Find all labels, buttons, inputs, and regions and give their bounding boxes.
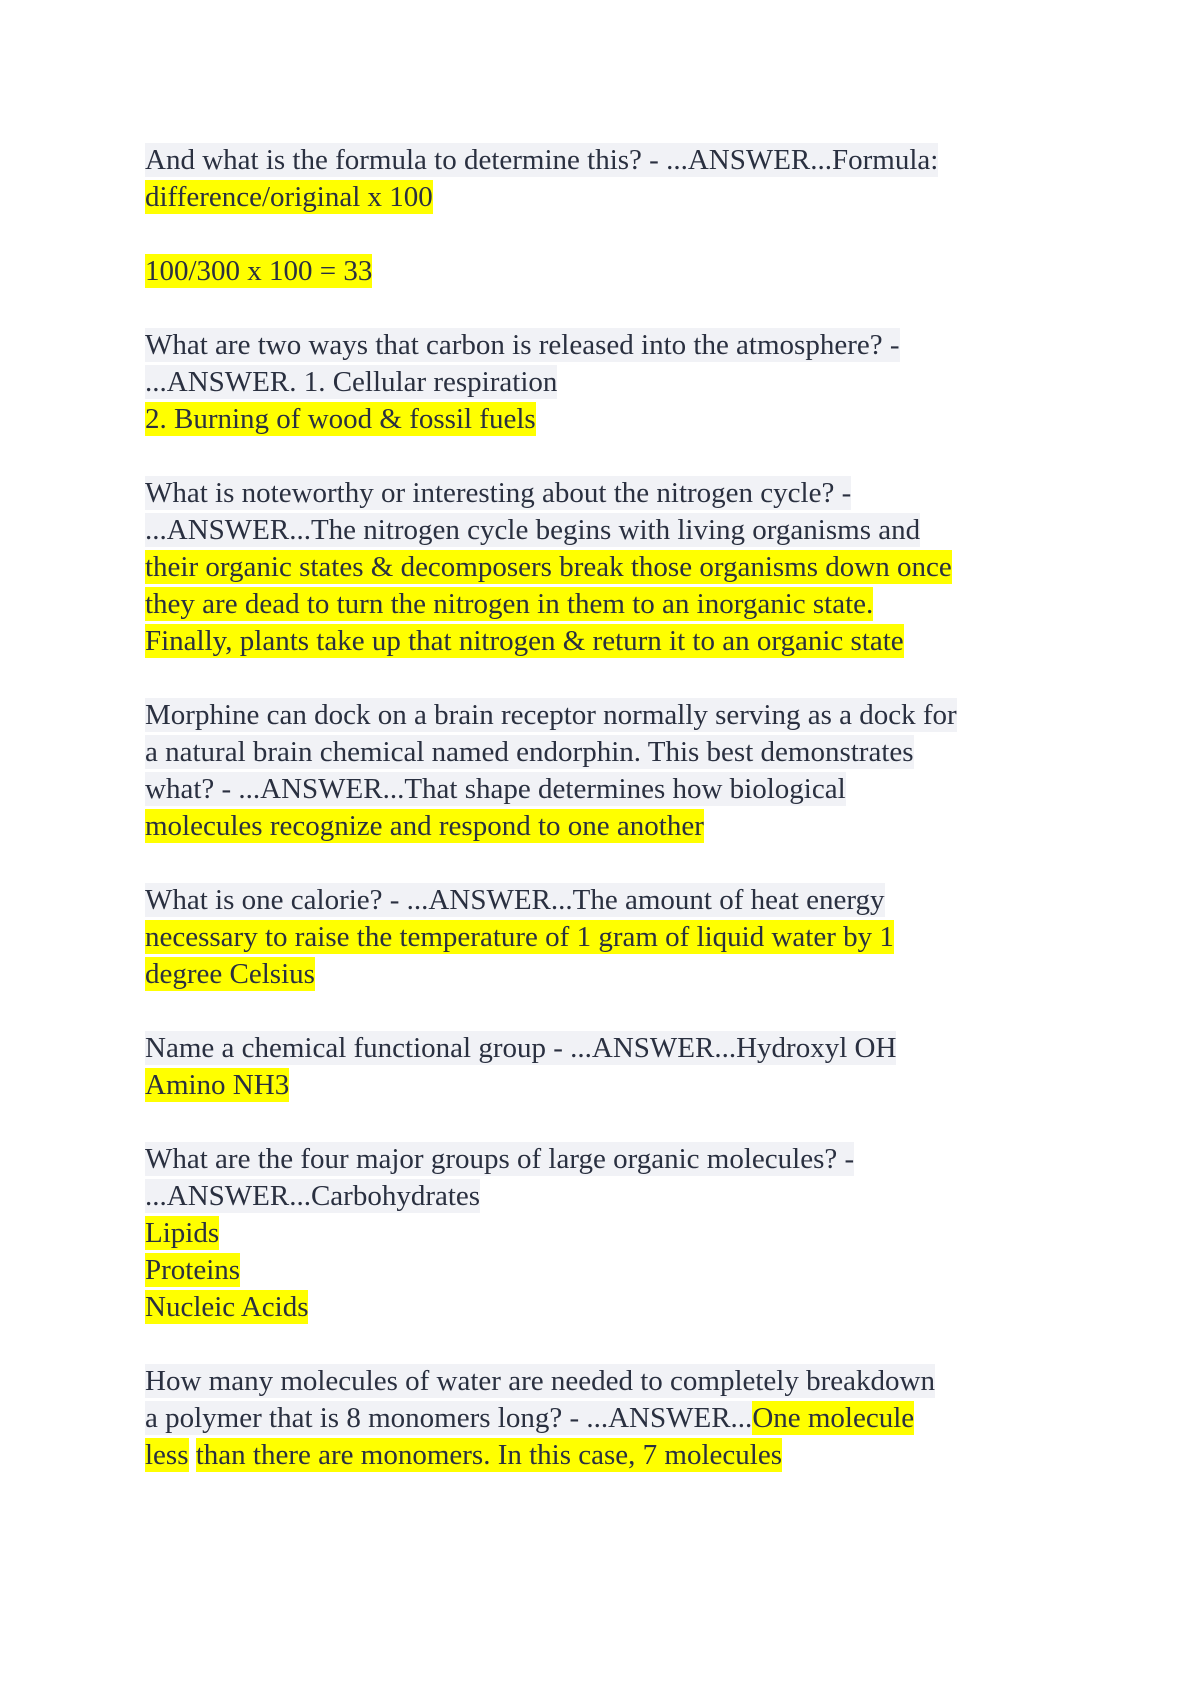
text-line	[145, 253, 1075, 290]
text-line	[145, 142, 1075, 179]
qa-paragraph	[145, 142, 1075, 216]
text-line	[145, 697, 1075, 734]
highlighted-answer-text: degree Celsius	[145, 958, 315, 990]
text-line	[145, 512, 1075, 549]
highlighted-answer-text: Proteins	[145, 1254, 241, 1286]
text-line	[145, 549, 1075, 586]
highlighted-answer-text: molecules recognize and respond to one another	[145, 810, 704, 842]
question-text: ...ANSWER...Carbohydrates	[145, 1180, 481, 1212]
text-line	[145, 919, 1075, 956]
highlighted-answer-text: they are dead to turn the nitrogen in them to an inorganic state.	[145, 588, 874, 620]
qa-paragraph	[145, 253, 1075, 290]
highlighted-answer-text: difference/original x 100	[145, 181, 433, 213]
text-line	[145, 1141, 1075, 1178]
qa-paragraph	[145, 697, 1075, 845]
question-text: what? - ...ANSWER...That shape determines how biological	[145, 773, 846, 805]
highlighted-answer-text: necessary to raise the temperature of 1 gram of liquid water by 1	[145, 921, 894, 953]
question-text: And what is the formula to determine this? - ...ANSWER...Formula:	[145, 144, 939, 176]
question-text: What is noteworthy or interesting about the nitrogen cycle? -	[145, 477, 852, 509]
text-line	[145, 1215, 1075, 1252]
qa-paragraph	[145, 1363, 1075, 1474]
question-text: Name a chemical functional group - ...ANSWER...Hydroxyl OH	[145, 1032, 897, 1064]
question-text: a polymer that is 8 monomers long? - ...ANSWER...	[145, 1402, 753, 1434]
highlighted-answer-text: Finally, plants take up that nitrogen & return it to an organic state	[145, 625, 904, 657]
highlighted-answer-text: 2. Burning of wood & fossil fuels	[145, 403, 536, 435]
question-text: ...ANSWER...The nitrogen cycle begins with living organisms and	[145, 514, 921, 546]
text-line	[145, 956, 1075, 993]
text-line	[145, 1030, 1075, 1067]
highlighted-answer-text: Lipids	[145, 1217, 220, 1249]
qa-paragraph	[145, 882, 1075, 993]
text-line	[145, 771, 1075, 808]
highlighted-answer-text: than there are monomers. In this case, 7 molecules	[195, 1439, 782, 1471]
highlighted-answer-text: 100/300 x 100 = 33	[145, 255, 373, 287]
question-text: a natural brain chemical named endorphin. This best demonstrates	[145, 736, 914, 768]
text-line	[145, 586, 1075, 623]
question-text: What are two ways that carbon is released into the atmosphere? -	[145, 329, 900, 361]
qa-paragraph	[145, 1030, 1075, 1104]
highlighted-answer-text: One molecule	[752, 1402, 915, 1434]
text-line	[145, 401, 1075, 438]
text-line	[145, 1067, 1075, 1104]
document-page	[145, 142, 1075, 1511]
highlighted-answer-text: their organic states & decomposers break those organisms down once	[145, 551, 952, 583]
text-line	[145, 364, 1075, 401]
question-text: How many molecules of water are needed to completely breakdown	[145, 1365, 935, 1397]
text-line	[145, 734, 1075, 771]
text-line	[145, 1252, 1075, 1289]
highlighted-answer-text: less	[145, 1439, 189, 1471]
text-line	[145, 1178, 1075, 1215]
question-text	[189, 1438, 196, 1472]
question-text: What are the four major groups of large organic molecules? -	[145, 1143, 855, 1175]
qa-paragraph	[145, 475, 1075, 660]
text-line	[145, 808, 1075, 845]
text-line	[145, 475, 1075, 512]
qa-paragraph	[145, 1141, 1075, 1326]
question-text: ...ANSWER. 1. Cellular respiration	[145, 366, 558, 398]
text-line	[145, 1363, 1075, 1400]
highlighted-answer-text: Amino NH3	[145, 1069, 290, 1101]
qa-paragraph	[145, 327, 1075, 438]
question-text: What is one calorie? - ...ANSWER...The amount of heat energy	[145, 884, 885, 916]
text-line	[145, 179, 1075, 216]
text-line	[145, 882, 1075, 919]
text-line	[145, 327, 1075, 364]
text-line	[145, 623, 1075, 660]
text-line	[145, 1400, 1075, 1437]
text-line	[145, 1437, 1075, 1474]
highlighted-answer-text: Nucleic Acids	[145, 1291, 309, 1323]
question-text: Morphine can dock on a brain receptor normally serving as a dock for	[145, 699, 957, 731]
text-line	[145, 1289, 1075, 1326]
